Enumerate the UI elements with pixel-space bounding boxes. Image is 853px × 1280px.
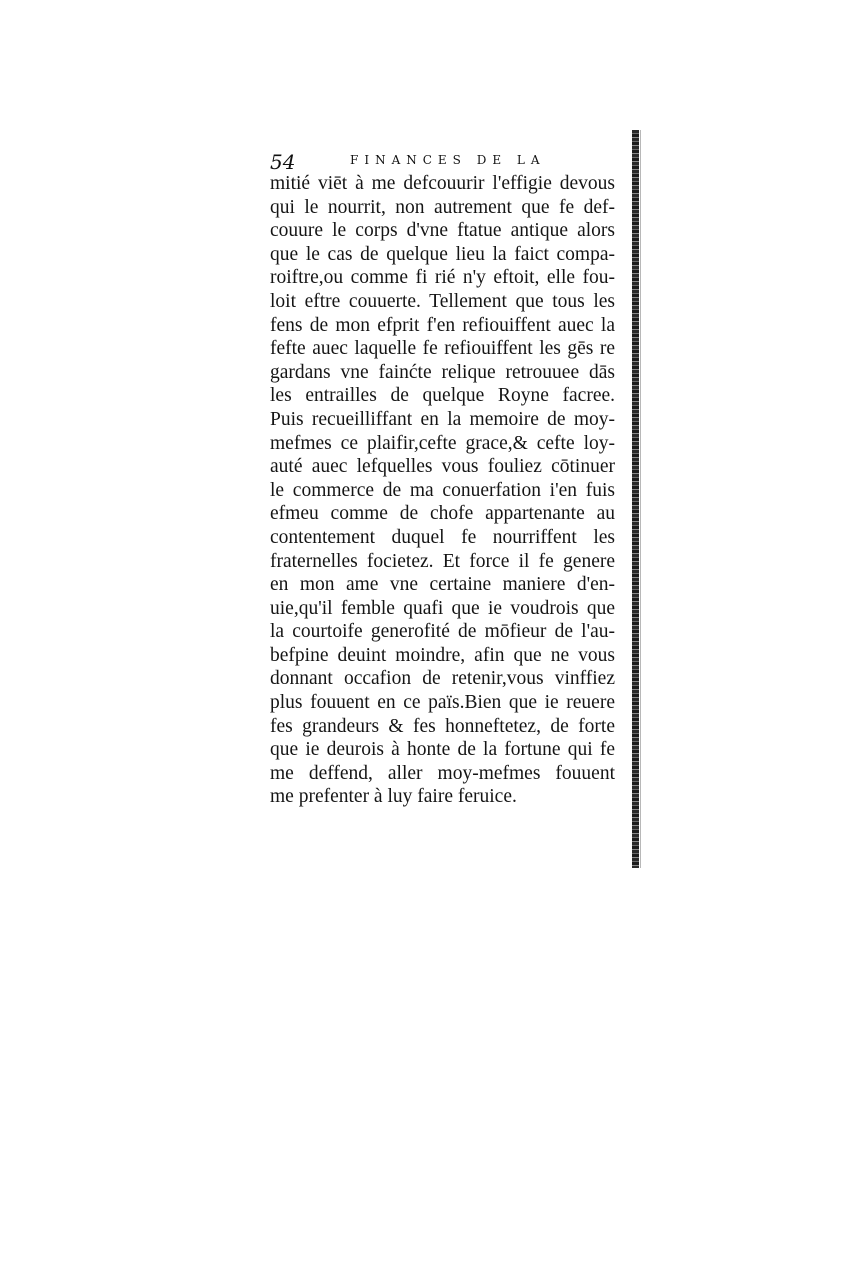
text-line: mitié viēt à me defcouurir l'effigie devous [270,173,615,194]
text-line: Puis recueilliffant en la memoire de moy- [270,408,615,430]
text-line: la courtoife generofité de mōfieur de l'au- [270,621,615,643]
text-line: qui le nourrit, non autrement que fe def- [270,196,615,218]
text-line: fes grandeurs & fes honneftetez, de forte [270,715,615,737]
text-line: donnant occafion de retenir,vous vinffiez [270,668,615,690]
running-head: FINANCES DE LA [350,153,546,167]
text-line: fraternelles focietez. Et force il fe genere [270,550,615,572]
text-line: roiftre,ou comme fi rié n'y eftoit, elle fou- [270,267,615,289]
text-line: les entrailles de quelque Royne facree. [270,385,615,407]
text-line: uie,qu'il femble quafi que ie voudrois que [270,597,615,619]
text-line: me prefenter à luy faire feruice. [270,786,517,808]
text-line: que le cas de quelque lieu la faict compa- [270,243,615,265]
text-line: plus fouuent en ce païs.Bien que ie reuere [270,692,615,714]
text-line: couure le corps d'vne ftatue antique alors [270,220,615,242]
text-line: fens de mon efprit f'en refiouiffent auec la [270,314,615,336]
text-line: gardans vne fainćte relique retrouuee dās [270,361,615,383]
text-line: fefte auec laquelle fe refiouiffent les gēs re [270,338,615,360]
text-line: en mon ame vne certaine maniere d'en- [270,574,615,596]
text-line: contentement duquel fe nourriffent les [270,526,615,548]
page-edge-line [640,130,641,868]
text-line: auté auec lefquelles vous fouliez cōtinuer [270,456,615,478]
body-text [270,172,615,809]
page-number: 54 [270,150,296,174]
text-line: befpine deuint moindre, afin que ne vous [270,644,615,666]
text-line: que ie deurois à honte de la fortune qui fe [270,739,615,761]
text-line: efmeu comme de chofe appartenante au [270,503,615,525]
text-line: mefmes ce plaifir,cefte grace,& cefte loy- [270,432,615,454]
text-line: loit eftre couuerte. Tellement que tous les [270,290,615,312]
page-edge-shadow [632,130,639,868]
text-line: le commerce de ma conuerfation i'en fuis [270,479,615,501]
text-line: me deffend, aller moy-mefmes fouuent [270,762,615,784]
page-header [270,150,620,174]
